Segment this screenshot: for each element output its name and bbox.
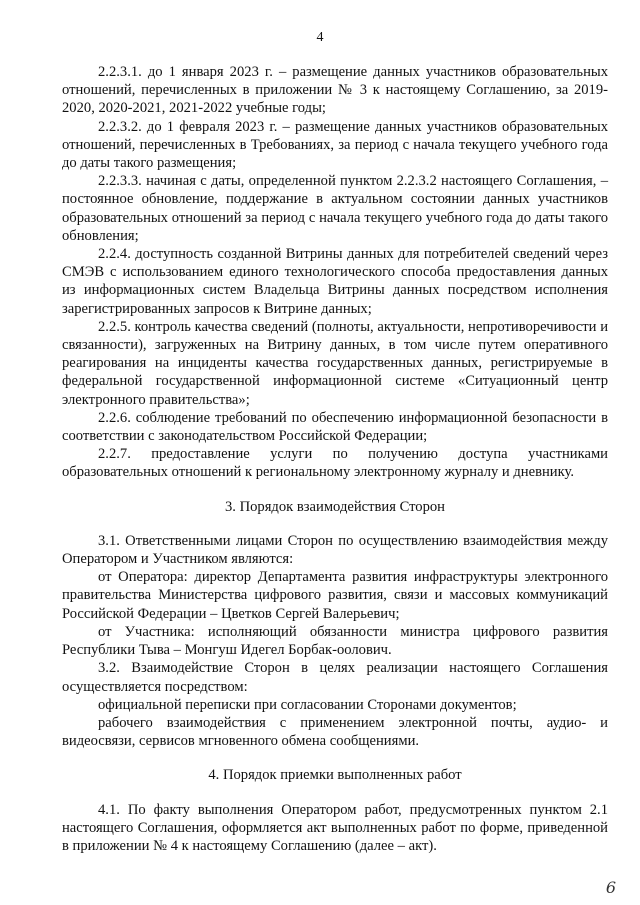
paragraph-4-1: 4.1. По факту выполнения Оператором работ, предусмотренных пунктом 2.1 настоящего Соглашения, оформляется акт выполненных работ по форме, приведенной в приложении № 4 к настоящему Соглашению (далее – акт).: [62, 801, 608, 854]
paragraph-2-2-3-1: 2.2.3.1. до 1 января 2023 г. – размещение данных участников образовательных отношений, перечисленных в приложении № 3 к настоящему Соглашению, за 2019-2020, 2020-2021, 2021-2022 учебные годы;: [62, 64, 608, 117]
section-4-heading: 4. Порядок приемки выполненных работ: [208, 767, 462, 784]
spacer: [62, 482, 608, 498]
paragraph-participant-contact: от Участника: исполняющий обязанности министра цифрового развития Республики Тыва – Монгуш Идегел Борбак-оолович.: [62, 623, 608, 659]
page-number: 4: [316, 30, 324, 45]
spacer: [62, 750, 608, 766]
paragraph-2-2-5: 2.2.5. контроль качества сведений (полноты, актуальности, непротиворечивости и связанности), загруженных на Витрину данных, в том числе путем оперативного реагирования на инциденты качества государственных данных, регистрируемые в федеральной государственной информационной системе «Ситуационный центр электронного правительства»;: [62, 318, 608, 408]
paragraph-working-interaction: рабочего взаимодействия с применением электронной почты, аудио- и видеосвязи, сервисов мгновенного обмена сообщениями.: [62, 714, 608, 750]
paragraph-2-2-6: 2.2.6. соблюдение требований по обеспечению информационной безопасности в соответствии с законодательством Российской Федерации;: [62, 409, 608, 445]
handwritten-page-mark: 6: [605, 878, 616, 897]
spacer: [62, 785, 608, 801]
paragraph-3-1: 3.1. Ответственными лицами Сторон по осуществлению взаимодействия между Оператором и Участником являются:: [62, 532, 608, 568]
document-body: [62, 63, 608, 855]
paragraph-2-2-7: 2.2.7. предоставление услуги по получению доступа участниками образовательных отношений к региональному электронному журналу и дневнику.: [62, 446, 608, 481]
section-3-heading: 3. Порядок взаимодействия Сторон: [224, 498, 445, 515]
paragraph-2-2-3-2: 2.2.3.2. до 1 февраля 2023 г. – размещение данных участников образовательных отношений, перечисленных в Требованиях, за период с начала текущего учебного года до даты такого размещения;: [62, 118, 608, 172]
paragraph-2-2-3-3: 2.2.3.3. начиная с даты, определенной пунктом 2.2.3.2 настоящего Соглашения, – постоянное обновление, поддержание в актуальном состоянии данных участников образовательных отношений за период с начала текущего учебного года до даты такого обновления;: [62, 173, 608, 244]
paragraph-operator-contact: от Оператора: директор Департамента развития инфраструктуры электронного правительства Министерства цифрового развития, связи и массовых коммуникаций Российской Федерации – Цветков Сергей Валерьевич;: [62, 569, 608, 622]
paragraph-2-2-4: 2.2.4. доступность созданной Витрины данных для потребителей сведений через СМЭВ с использованием единого технологического способа предоставления данных из информационных систем Владельца Витрины данных посредством исполнения зарегистрированных запросов к Витрине данных;: [62, 246, 608, 317]
paragraph-official-correspondence: официальной переписки при согласовании Сторонами документов;: [98, 696, 517, 713]
paragraph-3-2: 3.2. Взаимодействие Сторон в целях реализации настоящего Соглашения осуществляется посредством:: [62, 660, 608, 695]
spacer: [62, 516, 608, 532]
